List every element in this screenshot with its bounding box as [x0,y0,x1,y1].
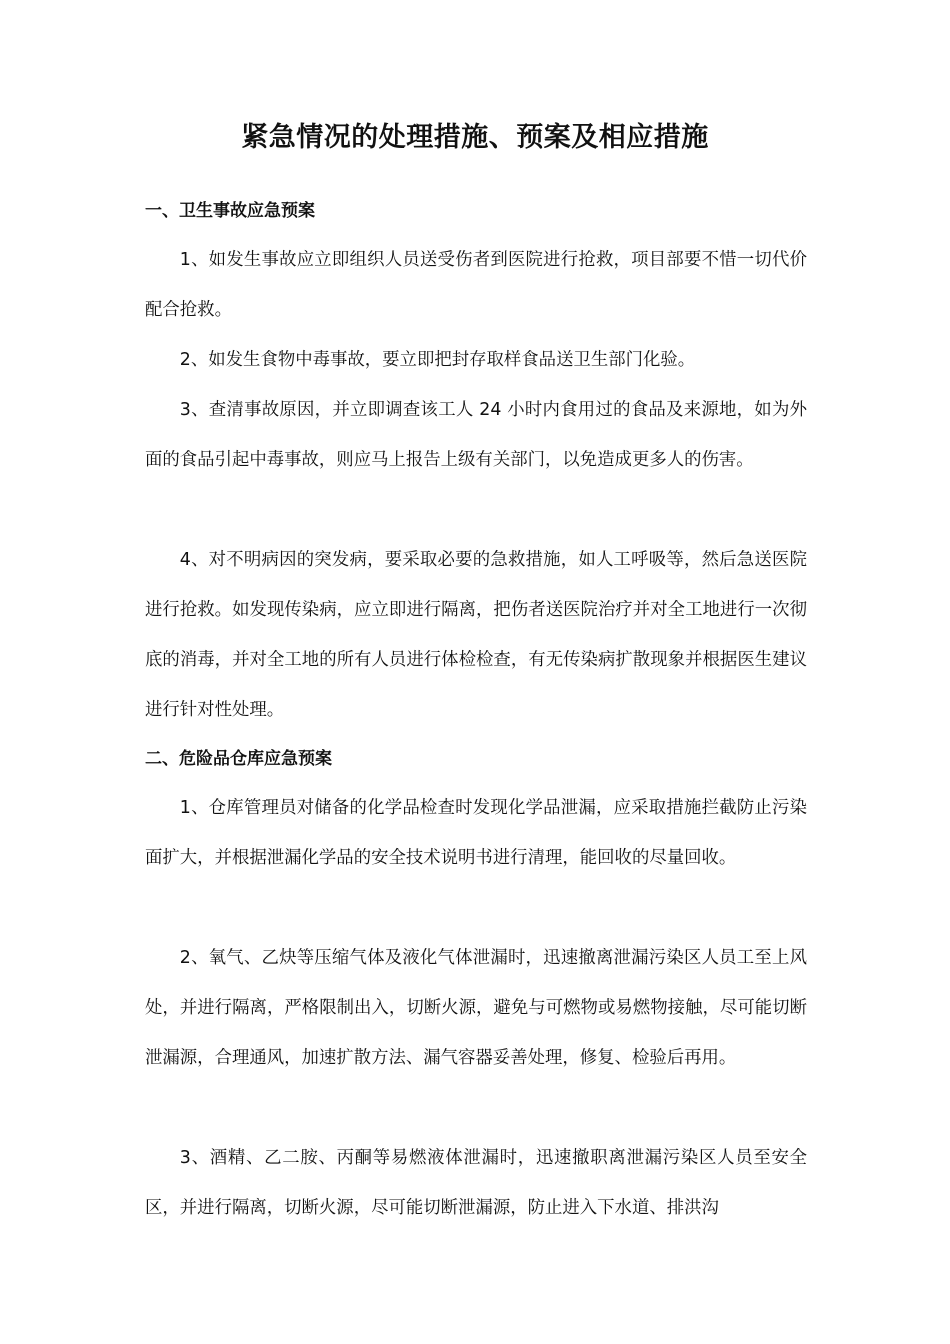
paragraph: 1、如发生事故应立即组织人员送受伤者到医院进行抢救，项目部要不惜一切代价配合抢救。 [145,250,807,320]
paragraph: 3、查清事故原因，并立即调查该工人 24 小时内食用过的食品及来源地，如为外面的食品引起中毒事故，则应马上报告上级有关部门，以免造成更多人的伤害。 [145,400,807,470]
paragraph: 2、氧气、乙炔等压缩气体及液化气体泄漏时，迅速撤离泄漏污染区人员工至上风处，并进行隔离，严格限制出入，切断火源，避免与可燃物或易燃物接触，尽可能切断泄漏源，合理通风，加速扩散方法、漏气容器妥善处理，修复、检验后再用。 [145,948,807,1068]
section-heading-hazmat-warehouse: 二、危险品仓库应急预案 [145,749,332,769]
paragraph: 3、酒精、乙二胺、丙酮等易燃液体泄漏时，迅速撤职离泄漏污染区人员至安全区，并进行隔离，切断火源，尽可能切断泄漏源，防止进入下水道、排洪沟 [145,1148,807,1218]
section-heading-health-incident: 一、卫生事故应急预案 [145,201,315,221]
document-title: 紧急情况的处理措施、预案及相应措施 [241,122,709,153]
paragraph: 1、仓库管理员对储备的化学品检查时发现化学品泄漏，应采取措施拦截防止污染面扩大，并根据泄漏化学品的安全技术说明书进行清理，能回收的尽量回收。 [145,798,807,868]
paragraph: 4、对不明病因的突发病，要采取必要的急救措施，如人工呼吸等，然后急送医院进行抢救。如发现传染病，应立即进行隔离，把伤者送医院治疗并对全工地进行一次彻底的消毒，并对全工地的所有人员进行体检检查，有无传染病扩散现象并根据医生建议进行针对性处理。 [145,550,807,720]
paragraph: 2、如发生食物中毒事故，要立即把封存取样食品送卫生部门化验。 [179,350,696,370]
